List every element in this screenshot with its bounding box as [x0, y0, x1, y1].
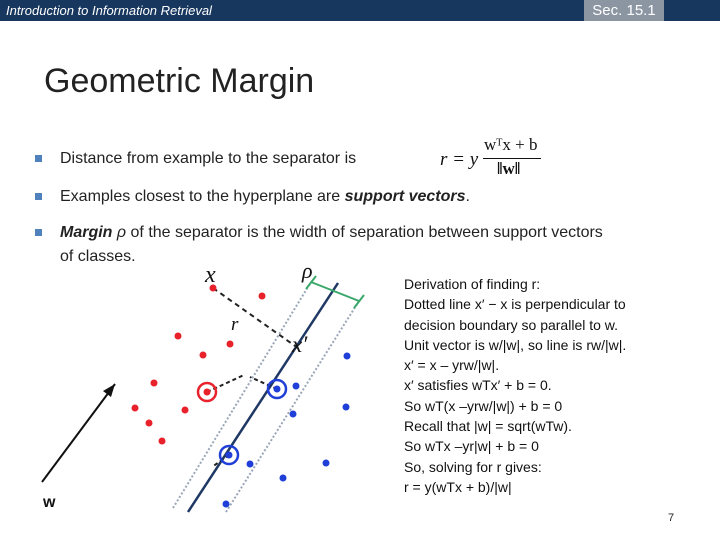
data-point-blue [223, 501, 230, 508]
label-w: w [43, 494, 56, 511]
data-point-red [182, 407, 189, 414]
support-vector-red [204, 389, 211, 396]
margin-width-marker [311, 282, 359, 301]
slide-title: Geometric Margin [44, 62, 315, 100]
derivation-line: decision boundary so parallel to w. [404, 316, 619, 333]
bullet-support-text-before: Examples closest to the hyperplane are [60, 188, 345, 205]
data-point-red [227, 341, 234, 348]
bullet-margin-text: of the separator is the width of separation between support vectors [126, 224, 603, 241]
data-point-red [151, 380, 158, 387]
weight-vector-arrowhead-icon [103, 384, 115, 397]
label-x-prime: x′ [292, 332, 308, 357]
data-point-red [200, 352, 207, 359]
page-number: 7 [668, 512, 675, 524]
bullet-distance-text: Distance from example to the separator is [60, 150, 357, 167]
data-point-blue [293, 383, 300, 390]
derivation-line: x′ = x – yrw/|w|. [404, 357, 500, 374]
formula-denominator: ‖w‖ [497, 159, 521, 178]
derivation-line: Unit vector is w/|w|, so line is rw/|w|. [404, 336, 627, 353]
label-x: x [205, 262, 216, 288]
margin-width-tick-right [354, 295, 364, 308]
data-point-blue [247, 461, 254, 468]
data-point-blue [323, 460, 330, 467]
derivation-line: So wTx –yr|w| + b = 0 [404, 438, 539, 455]
data-point-blue [344, 353, 351, 360]
rho-symbol: ρ [116, 224, 127, 241]
data-point-red [159, 438, 166, 445]
label-r: r [231, 314, 239, 335]
derivation-line: Derivation of finding r: [404, 276, 541, 292]
margin-emphasis: Margin [60, 224, 113, 241]
formula-lhs: r = y [440, 149, 479, 170]
support-vector-blue [226, 452, 233, 459]
derivation-line: Dotted line x′ − x is perpendicular to [404, 296, 626, 313]
bullet-support-text-after: . [465, 188, 470, 205]
derivation-line: So wT(x –yrw/|w|) + b = 0 [404, 397, 563, 414]
course-title: Introduction to Information Retrieval [6, 3, 212, 18]
section-badge: Sec. 15.1 [584, 0, 664, 21]
data-point-red [259, 293, 266, 300]
data-point-red [146, 420, 153, 427]
support-vector-blue [274, 386, 281, 393]
data-point-red [132, 405, 139, 412]
derivation-line: r = y(wTx + b)/|w| [404, 478, 512, 495]
label-rho: ρ [302, 258, 313, 283]
data-point-red [175, 333, 182, 340]
derivation-line: Recall that |w| = sqrt(wTw). [404, 418, 572, 435]
data-point-blue [343, 404, 350, 411]
derivation-line: x′ satisfies wTx′ + b = 0. [404, 377, 552, 394]
distance-r-line [213, 288, 298, 348]
weight-vector-w [42, 384, 115, 482]
support-vectors-emphasis: support vectors [344, 188, 466, 205]
derivation-text [404, 274, 714, 497]
formula-numerator: wᵀx + b [484, 135, 538, 154]
data-point-blue [290, 411, 297, 418]
data-point-blue [280, 475, 287, 482]
margin-line-upper [173, 282, 311, 508]
derivation-line: So, solving for r gives: [404, 458, 542, 475]
bullet-margin-continuation: of classes. [60, 248, 136, 265]
separator-hyperplane [188, 283, 338, 512]
